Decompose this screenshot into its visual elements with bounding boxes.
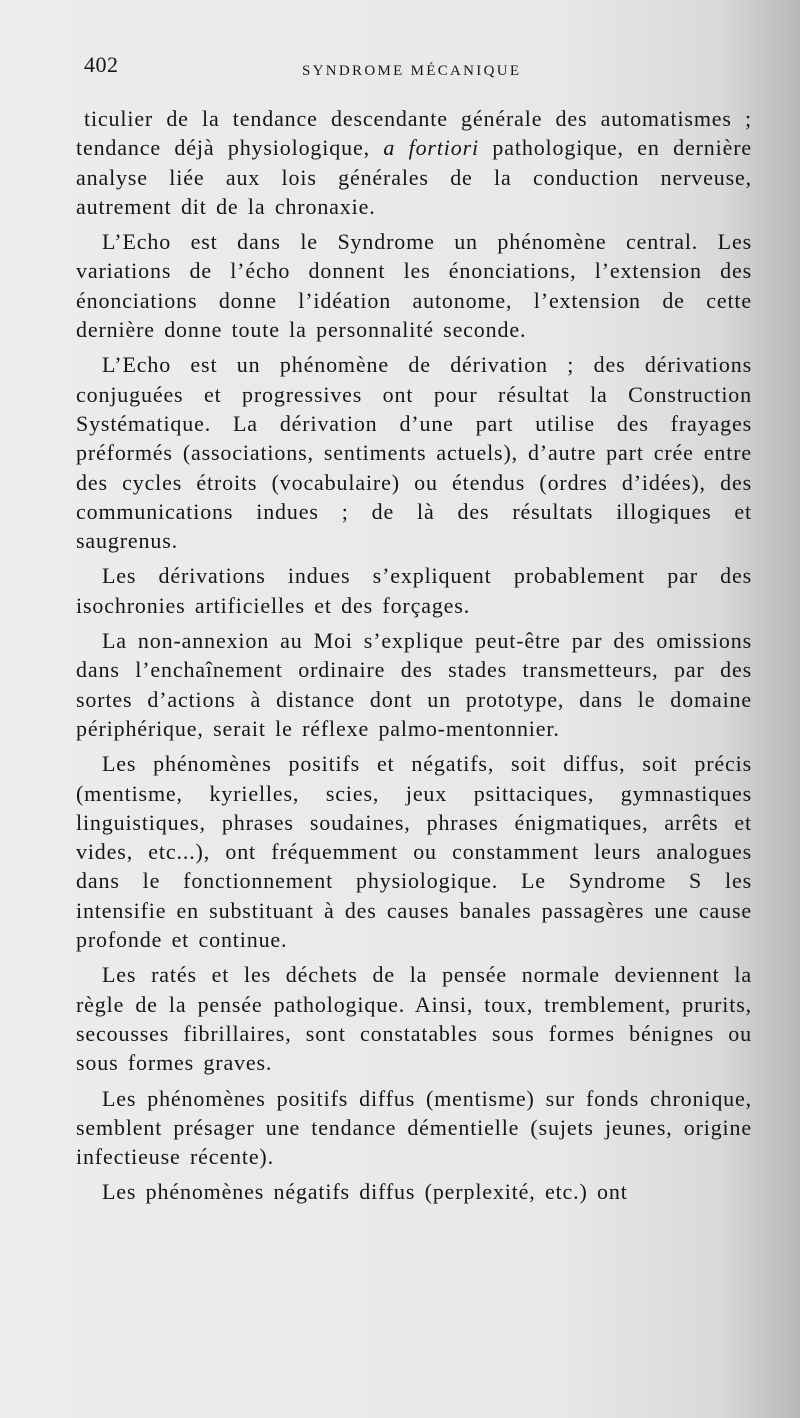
paragraph-1-text: ticulier de la tendance descendante générale des automatismes ; tendance déjà physiologique,	[76, 106, 752, 161]
paragraph-9: Les phénomènes négatifs diffus (perplexité, etc.) ont	[102, 1179, 628, 1205]
paragraph-8: Les phénomènes positifs diffus (mentisme) sur fonds chronique, semblent présager une tendance démentielle (sujets jeunes, origine infectieuse récente).	[76, 1085, 752, 1170]
paragraph-2: L’Echo est dans le Syndrome un phénomène central. Les variations de l’écho donnent les énonciations, l’extension des énonciations donne l’idéation autonome, l’extension de cette dernière donne toute la personnalité seconde.	[76, 229, 752, 343]
paragraph-1	[76, 104, 752, 221]
paragraph-6: Les phénomènes positifs et négatifs, soit diffus, soit précis (mentisme, kyrielles, scies, jeux psittaciques, gymnastiques linguistiques, phrases soudaines, phrases énigmatiques, arrêts et vides, etc...), ont fréquemment ou constamment leurs analogues dans le fonctionnement physiologique. Le Syndrome S les intensifie en substituant à des causes banales passagères une cause profonde et continue.	[76, 751, 752, 953]
paragraph-5: La non-annexion au Moi s’explique peut-être par des omissions dans l’enchaînement ordinaire des stades transmetteurs, par des sortes d’actions à distance dont un prototype, dans le domaine périphérique, serait le réflexe palmo-mentonnier.	[76, 628, 752, 741]
paragraph-7: Les ratés et les déchets de la pensée normale deviennent la règle de la pensée pathologique. Ainsi, toux, tremblement, prurits, secousses fibrillaires, sont constatables sous formes bénignes ou sous formes graves.	[76, 962, 752, 1076]
italic-phrase: a fortiori	[383, 135, 479, 161]
running-head: SYNDROME MÉCANIQUE	[302, 63, 522, 79]
body-text	[76, 104, 752, 1213]
paragraph-3: L’Echo est un phénomène de dérivation ; des dérivations conjuguées et progressives ont pour résultat la Construction Systématique. La dérivation d’une part utilise des frayages préformés (associations, sentiments actuels), d’autre part crée entre des cycles étroits (vocabulaire) ou étendus (ordres d’idées), des communications indues ; de là des résultats illogiques et saugrenus.	[76, 352, 752, 554]
paragraph-1-text-end: pathologique, en dernière analyse liée aux lois générales de la conduction nerveuse, autrement dit de la chronaxie.	[76, 135, 752, 219]
paragraph-4: Les dérivations indues s’expliquent probablement par des isochronies artificielles et des forçages.	[76, 563, 752, 618]
page-number: 402	[84, 52, 119, 77]
